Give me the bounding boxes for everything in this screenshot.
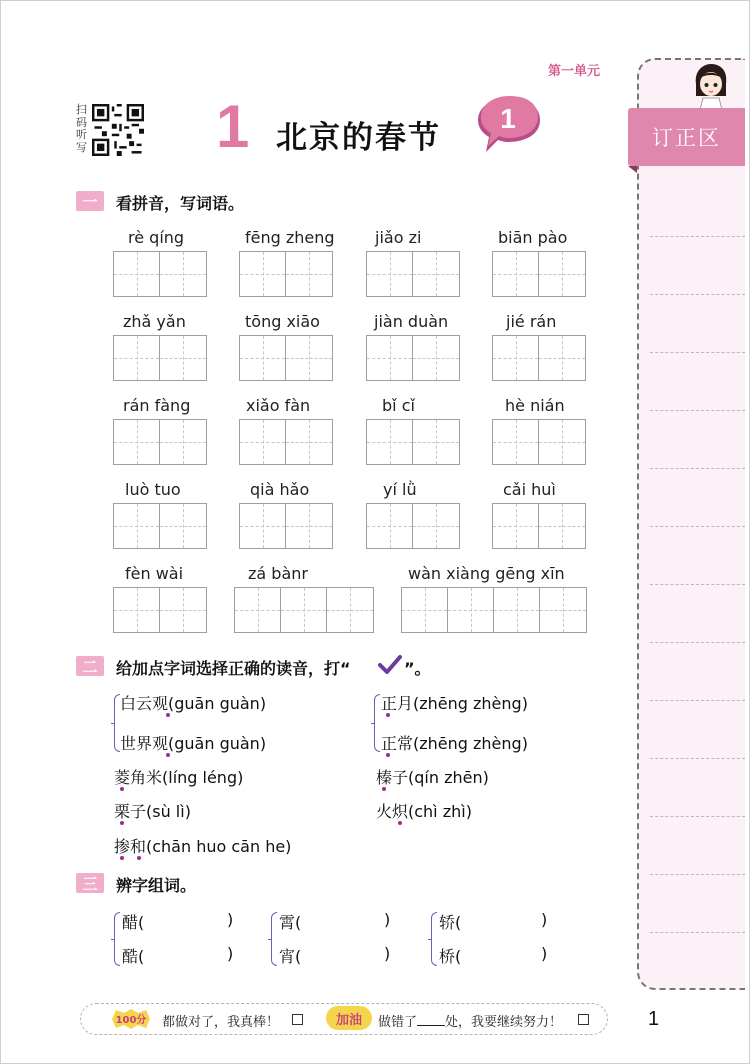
pinyin-label: bǐ cǐ	[382, 396, 415, 415]
writing-grid[interactable]	[492, 503, 586, 549]
sidebar-line	[650, 584, 745, 585]
writing-grid[interactable]	[113, 503, 207, 549]
mistake-text-start: 做错了	[378, 1015, 418, 1030]
emphasis-dot	[120, 821, 124, 825]
reading-choice-item[interactable]: 火炽(chì zhì)	[376, 802, 472, 821]
reading-choice-item[interactable]: 正月(zhēng zhèng)	[381, 694, 528, 713]
writing-grid[interactable]	[401, 587, 587, 633]
pinyin-label: jié rán	[506, 312, 557, 331]
pinyin-label: zá bànr	[248, 564, 308, 583]
section-2-badge: 二	[76, 656, 104, 676]
pinyin-label: zhǎ yǎn	[123, 312, 186, 331]
checkmark-icon	[378, 654, 402, 676]
word-blank[interactable]: 宵(	[279, 947, 302, 966]
writing-grid[interactable]	[366, 419, 460, 465]
reading-choice-item[interactable]: 正常(zhēng zhèng)	[381, 734, 528, 753]
unit-label: 第一单元	[548, 64, 601, 79]
sidebar-line	[650, 410, 745, 411]
brace	[271, 912, 277, 966]
paren-close: )	[541, 910, 548, 929]
section-1-badge: 一	[76, 191, 104, 211]
jiayou-badge: 加油	[326, 1006, 372, 1030]
pinyin-label: qià hǎo	[250, 480, 310, 499]
sidebar-line	[650, 816, 745, 817]
praise-text: 都做对了，我真棒！	[162, 1015, 280, 1030]
section-3-badge: 三	[76, 873, 104, 893]
writing-grid[interactable]	[239, 419, 333, 465]
emphasis-dot	[120, 787, 124, 791]
word-blank[interactable]: 轿(	[439, 913, 462, 932]
bubble-number: 1	[500, 103, 516, 134]
emphasis-dot	[382, 787, 386, 791]
pinyin-label: jiǎo zi	[375, 228, 422, 247]
qr-caption: 扫码听写	[76, 103, 87, 154]
emphasis-dot	[398, 821, 402, 825]
writing-grid[interactable]	[239, 335, 333, 381]
writing-grid[interactable]	[113, 251, 207, 297]
pinyin-label: fèn wài	[125, 564, 184, 583]
speech-bubble-icon	[474, 94, 544, 156]
pinyin-label: rán fàng	[123, 396, 191, 415]
pinyin-label: hè nián	[505, 396, 565, 415]
reading-choice-item[interactable]: 世界观(guān guàn)	[120, 734, 267, 753]
paren-close: )	[384, 944, 391, 963]
writing-grid[interactable]	[492, 335, 586, 381]
writing-grid[interactable]	[113, 335, 207, 381]
paren-close: )	[227, 910, 234, 929]
sidebar-line	[650, 874, 745, 875]
pinyin-label: cǎi huì	[503, 480, 556, 499]
emphasis-dot	[120, 856, 124, 860]
reading-choice-item[interactable]: 榛子(qín zhēn)	[376, 768, 489, 787]
sidebar-line	[650, 236, 745, 237]
sidebar-line	[650, 468, 745, 469]
brace	[114, 912, 120, 966]
writing-grid[interactable]	[239, 503, 333, 549]
pinyin-label: wàn xiàng gēng xīn	[408, 564, 565, 583]
score-badge-icon	[108, 1008, 154, 1030]
sidebar-line	[650, 932, 745, 933]
pinyin-label: fēng zheng	[245, 228, 335, 247]
lesson-number: 1	[216, 93, 250, 160]
emphasis-dot	[166, 713, 170, 717]
correction-sidebar	[637, 58, 745, 990]
sidebar-line	[650, 758, 745, 759]
writing-grid[interactable]	[113, 419, 207, 465]
mistake-count-blank[interactable]	[417, 1014, 445, 1026]
reading-choice-item[interactable]: 掺和(chān huo cān he)	[114, 837, 292, 856]
effort-checkbox[interactable]	[578, 1014, 589, 1025]
reading-choice-item[interactable]: 白云观(guān guàn)	[120, 694, 267, 713]
sidebar-line	[650, 642, 745, 643]
mistake-text	[378, 1011, 562, 1030]
pinyin-label: biān pào	[498, 228, 568, 247]
word-blank[interactable]: 酷(	[122, 947, 145, 966]
mistake-text-end: 处，我要继续努力！	[445, 1015, 563, 1030]
brace	[431, 912, 437, 966]
qr-code-icon[interactable]	[92, 104, 144, 156]
writing-grid[interactable]	[366, 251, 460, 297]
girl-mascot-icon	[690, 62, 732, 110]
pinyin-label: jiàn duàn	[374, 312, 449, 331]
sidebar-line	[650, 294, 745, 295]
pinyin-label: luò tuo	[125, 480, 181, 499]
svg-text:100分: 100分	[115, 1015, 147, 1026]
brace	[374, 694, 380, 752]
reading-choice-item[interactable]: 栗子(sù lì)	[114, 802, 191, 821]
correction-area-tab: 订正区	[628, 108, 745, 166]
emphasis-dot	[137, 856, 141, 860]
section-3-title: 辨字组词。	[116, 876, 197, 895]
sidebar-line	[650, 526, 745, 527]
writing-grid[interactable]	[492, 251, 586, 297]
emphasis-dot	[166, 753, 170, 757]
section-2-title-start: 给加点字词选择正确的读音，打“	[116, 659, 351, 678]
word-blank[interactable]: 醋(	[122, 913, 145, 932]
page-title: 北京的春节	[276, 120, 441, 156]
paren-close: )	[227, 944, 234, 963]
paren-close: )	[541, 944, 548, 963]
section-2-title-end: ”。	[404, 659, 431, 678]
page-number: 1	[648, 1008, 660, 1030]
writing-grid[interactable]	[492, 419, 586, 465]
pinyin-label: rè qíng	[128, 228, 185, 247]
writing-grid[interactable]	[366, 335, 460, 381]
word-blank[interactable]: 霄(	[279, 913, 302, 932]
emphasis-dot	[386, 753, 390, 757]
writing-grid[interactable]	[239, 251, 333, 297]
pinyin-label: xiǎo fàn	[246, 396, 311, 415]
praise-checkbox[interactable]	[292, 1014, 303, 1025]
emphasis-dot	[386, 713, 390, 717]
paren-close: )	[384, 910, 391, 929]
sidebar-line	[650, 700, 745, 701]
writing-grid[interactable]	[113, 587, 207, 633]
section-1-title: 看拼音，写词语。	[116, 194, 245, 213]
word-blank[interactable]: 桥(	[439, 947, 462, 966]
writing-grid[interactable]	[366, 503, 460, 549]
reading-choice-item[interactable]: 菱角米(líng léng)	[114, 768, 244, 787]
writing-grid[interactable]	[234, 587, 374, 633]
sidebar-line	[650, 352, 745, 353]
pinyin-label: tōng xiāo	[245, 312, 320, 331]
pinyin-label: yí lǜ	[383, 480, 417, 499]
